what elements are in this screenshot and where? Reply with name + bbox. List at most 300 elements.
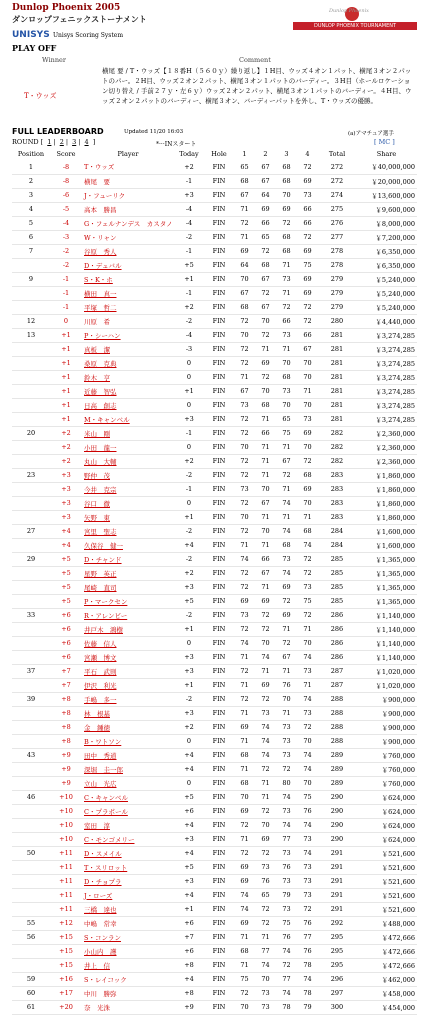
round-4-cell: 70 <box>297 734 318 748</box>
player-name-link[interactable]: B・ワトソン <box>82 734 174 748</box>
table-row <box>12 468 417 482</box>
position-cell <box>12 944 50 958</box>
round-1-cell: 71 <box>234 706 255 720</box>
score-cell: +4 <box>50 524 82 538</box>
round-1-cell: 69 <box>234 720 255 734</box>
round-2-cell: 71 <box>255 776 276 790</box>
player-name-link[interactable]: 深堀 圭一郎 <box>82 762 174 776</box>
round-1-cell: 69 <box>234 874 255 888</box>
round-1-cell: 72 <box>234 454 255 468</box>
player-name-link[interactable]: 丸山 大輔 <box>82 454 174 468</box>
playoff-winner-name: T・ウッズ <box>24 92 57 100</box>
round-3-cell: 71 <box>276 664 297 678</box>
player-name-link[interactable]: 今井 克宗 <box>82 482 174 496</box>
table-row <box>12 720 417 734</box>
share-cell: ￥760,000 <box>356 748 417 762</box>
round-3-cell: 72 <box>276 958 297 972</box>
today-cell: +3 <box>174 580 204 594</box>
round-3-cell: 80 <box>276 776 297 790</box>
position-cell <box>12 482 50 496</box>
page-header <box>0 0 427 60</box>
total-cell: 281 <box>318 384 356 398</box>
round-3-cell: 68 <box>276 538 297 552</box>
round-3-cell: 74 <box>276 496 297 510</box>
today-cell: -2 <box>174 314 204 328</box>
player-name-link[interactable]: 室田 淳 <box>82 818 174 832</box>
table-row <box>12 384 417 398</box>
player-name-link[interactable]: 宮瀬 博文 <box>82 650 174 664</box>
today-cell: -1 <box>174 426 204 440</box>
round-4-cell: 73 <box>297 832 318 846</box>
share-cell: ￥7,200,000 <box>356 230 417 244</box>
share-cell: ￥900,000 <box>356 692 417 706</box>
hole-cell: FIN <box>204 286 234 300</box>
today-cell: +3 <box>174 832 204 846</box>
table-row <box>12 804 417 818</box>
position-cell: 56 <box>12 930 50 944</box>
player-name-link[interactable]: 真板 潔 <box>82 342 174 356</box>
score-cell: -6 <box>50 188 82 202</box>
player-name-link[interactable]: P・マークセン <box>82 594 174 608</box>
share-cell: ￥3,274,285 <box>356 370 417 384</box>
hole-cell: FIN <box>204 580 234 594</box>
position-cell: 39 <box>12 692 50 706</box>
position-cell: 23 <box>12 468 50 482</box>
player-name-link[interactable]: 野仲 茂 <box>82 468 174 482</box>
player-name-link[interactable]: 田中 秀道 <box>82 748 174 762</box>
round-3-cell: 67 <box>276 650 297 664</box>
hole-cell: FIN <box>204 804 234 818</box>
round-2-cell: 71 <box>255 664 276 678</box>
player-name-link[interactable]: 宮里 聖志 <box>82 524 174 538</box>
today-cell: +1 <box>174 902 204 916</box>
position-cell: 20 <box>12 426 50 440</box>
round-4-cell: 73 <box>297 412 318 426</box>
player-name-link[interactable]: T・スリロット <box>82 860 174 874</box>
total-cell: 279 <box>318 272 356 286</box>
score-cell: +8 <box>50 720 82 734</box>
leaderboard-table <box>12 148 417 1015</box>
round-3-cell: 68 <box>276 174 297 188</box>
share-cell: ￥900,000 <box>356 720 417 734</box>
round-4-cell: 70 <box>297 440 318 454</box>
share-cell: ￥1,140,000 <box>356 650 417 664</box>
share-cell: ￥1,140,000 <box>356 622 417 636</box>
round-1-link[interactable]: 1 <box>47 138 52 146</box>
player-name-link[interactable]: 川原 希 <box>82 314 174 328</box>
hole-cell: FIN <box>204 776 234 790</box>
position-cell <box>12 580 50 594</box>
score-cell: +7 <box>50 664 82 678</box>
position-cell: 46 <box>12 790 50 804</box>
total-cell: 277 <box>318 230 356 244</box>
score-cell: +11 <box>50 846 82 860</box>
round-4-cell: 69 <box>297 286 318 300</box>
round-3-cell: 73 <box>276 846 297 860</box>
today-cell: +1 <box>174 510 204 524</box>
share-cell: ￥20,000,000 <box>356 174 417 188</box>
round-1-cell: 68 <box>234 300 255 314</box>
round-2-cell: 74 <box>255 650 276 664</box>
score-cell: +6 <box>50 636 82 650</box>
total-cell: 295 <box>318 930 356 944</box>
total-cell: 289 <box>318 762 356 776</box>
score-cell: +6 <box>50 622 82 636</box>
player-name-link[interactable]: C・キャンベル <box>82 790 174 804</box>
hole-cell: FIN <box>204 986 234 1000</box>
round-1-cell: 69 <box>234 916 255 930</box>
score-cell: +1 <box>50 412 82 426</box>
score-cell: +5 <box>50 552 82 566</box>
total-cell: 283 <box>318 496 356 510</box>
round-2-cell: 71 <box>255 538 276 552</box>
round-3-cell: 68 <box>276 230 297 244</box>
hole-cell: FIN <box>204 818 234 832</box>
player-name-link[interactable]: 横田 真一 <box>82 286 174 300</box>
share-cell: ￥6,350,000 <box>356 244 417 258</box>
player-name-link[interactable]: 手嶋 多一 <box>82 692 174 706</box>
round-2-cell: 70 <box>255 314 276 328</box>
round-4-cell: 69 <box>297 174 318 188</box>
player-name-link[interactable]: 米山 剛 <box>82 426 174 440</box>
round-1-cell: 72 <box>234 986 255 1000</box>
share-cell: ￥3,274,285 <box>356 398 417 412</box>
today-cell: +4 <box>174 888 204 902</box>
player-name-link[interactable]: 金 鍾徳 <box>82 720 174 734</box>
player-name-link[interactable]: 尾崎 直司 <box>82 580 174 594</box>
today-cell: 0 <box>174 440 204 454</box>
round-1-cell: 72 <box>234 496 255 510</box>
round-3-cell: 72 <box>276 300 297 314</box>
hole-cell: FIN <box>204 230 234 244</box>
table-row <box>12 412 417 426</box>
round-1-cell: 72 <box>234 412 255 426</box>
total-cell: 281 <box>318 412 356 426</box>
today-cell: -4 <box>174 216 204 230</box>
share-cell: ￥1,140,000 <box>356 608 417 622</box>
round-3-link[interactable]: 3 <box>72 138 77 146</box>
share-cell: ￥1,140,000 <box>356 636 417 650</box>
score-cell: +15 <box>50 930 82 944</box>
share-cell: ￥1,860,000 <box>356 482 417 496</box>
player-name-link[interactable]: 平石 武則 <box>82 664 174 678</box>
player-name-link[interactable]: D・デュバル <box>82 258 174 272</box>
hole-cell: FIN <box>204 1000 234 1014</box>
hole-cell: FIN <box>204 958 234 972</box>
position-cell <box>12 496 50 510</box>
table-row <box>12 552 417 566</box>
player-name-link[interactable]: P・シーハン <box>82 328 174 342</box>
position-cell: 61 <box>12 1000 50 1014</box>
hole-cell: FIN <box>204 636 234 650</box>
player-name-link[interactable]: 中川 勝弥 <box>82 986 174 1000</box>
round-2-cell: 68 <box>255 258 276 272</box>
player-name-link[interactable]: 伊沢 利光 <box>82 678 174 692</box>
hole-cell: FIN <box>204 734 234 748</box>
round-4-cell: 72 <box>297 902 318 916</box>
round-3-cell: 68 <box>276 244 297 258</box>
share-cell: ￥3,274,285 <box>356 356 417 370</box>
share-cell: ￥1,860,000 <box>356 496 417 510</box>
table-row <box>12 790 417 804</box>
player-name-link[interactable]: 平塚 哲二 <box>82 300 174 314</box>
player-name-link[interactable]: W・リャン <box>82 230 174 244</box>
round-2-cell: 71 <box>255 440 276 454</box>
table-row <box>12 874 417 888</box>
today-cell: +1 <box>174 678 204 692</box>
hole-cell: FIN <box>204 244 234 258</box>
score-cell: -8 <box>50 174 82 188</box>
player-name-link[interactable]: 谷口 徹 <box>82 496 174 510</box>
total-cell: 282 <box>318 440 356 454</box>
round-4-cell: 72 <box>297 300 318 314</box>
share-cell: ￥1,365,000 <box>356 580 417 594</box>
round-1-cell: 71 <box>234 832 255 846</box>
round-2-cell: 70 <box>255 636 276 650</box>
round-2-cell: 69 <box>255 832 276 846</box>
round-1-cell: 71 <box>234 762 255 776</box>
player-name-link[interactable]: 日高 創志 <box>82 398 174 412</box>
player-name-link[interactable]: G・フェルナンデス カスタノ <box>82 216 174 230</box>
player-name-link[interactable]: 星野 英正 <box>82 566 174 580</box>
hole-cell: FIN <box>204 608 234 622</box>
hole-cell: FIN <box>204 706 234 720</box>
position-cell <box>12 734 50 748</box>
round-1-cell: 72 <box>234 342 255 356</box>
player-name-link[interactable]: D・チョプラ <box>82 874 174 888</box>
table-row <box>12 496 417 510</box>
score-cell: 0 <box>50 314 82 328</box>
round-4-cell: 75 <box>297 790 318 804</box>
player-name-link[interactable]: C・モンゴメリー <box>82 832 174 846</box>
round-3-cell: 75 <box>276 426 297 440</box>
round-1-cell: 67 <box>234 286 255 300</box>
round-2-cell: 66 <box>255 426 276 440</box>
table-row <box>12 398 417 412</box>
round-2-cell: 77 <box>255 944 276 958</box>
table-row <box>12 328 417 342</box>
round-2-cell: 74 <box>255 734 276 748</box>
round-2-cell: 73 <box>255 986 276 1000</box>
player-name-link[interactable]: 横尾 要 <box>82 174 174 188</box>
share-cell: ￥5,240,000 <box>356 300 417 314</box>
table-row <box>12 888 417 902</box>
table-row <box>12 524 417 538</box>
score-cell: +17 <box>50 986 82 1000</box>
updated-timestamp: Updated 11/20 16:03 <box>124 129 184 135</box>
round-4-cell: 72 <box>297 608 318 622</box>
missed-cut-link[interactable]: [ MC ] <box>374 138 395 146</box>
total-cell: 290 <box>318 790 356 804</box>
round-2-cell: 70 <box>255 972 276 986</box>
round-2-cell: 72 <box>255 286 276 300</box>
today-cell: +9 <box>174 1000 204 1014</box>
position-cell: 3 <box>12 188 50 202</box>
score-cell: +8 <box>50 734 82 748</box>
round-2-cell: 71 <box>255 510 276 524</box>
score-cell: +20 <box>50 1000 82 1014</box>
score-cell: -1 <box>50 300 82 314</box>
share-cell: ￥1,020,000 <box>356 678 417 692</box>
round-1-cell: 65 <box>234 160 255 174</box>
player-name-link[interactable]: M・キャンベル <box>82 412 174 426</box>
player-name-link[interactable]: S・K・ホ <box>82 272 174 286</box>
col-share: Share <box>376 150 397 158</box>
share-cell: ￥3,274,285 <box>356 342 417 356</box>
round-1-cell: 72 <box>234 664 255 678</box>
position-cell <box>12 874 50 888</box>
round-4-cell: 69 <box>297 426 318 440</box>
round-1-cell: 72 <box>234 314 255 328</box>
round-3-cell: 73 <box>276 328 297 342</box>
score-cell: -5 <box>50 202 82 216</box>
table-row <box>12 300 417 314</box>
total-cell: 279 <box>318 300 356 314</box>
table-row <box>12 664 417 678</box>
score-cell: +10 <box>50 818 82 832</box>
today-cell: 0 <box>174 370 204 384</box>
hole-cell: FIN <box>204 258 234 272</box>
round-3-cell: 76 <box>276 678 297 692</box>
round-1-cell: 71 <box>234 230 255 244</box>
round-4-cell: 69 <box>297 482 318 496</box>
today-cell: +1 <box>174 622 204 636</box>
round-2-cell: 72 <box>255 622 276 636</box>
logo-banner-text: DUNLOP PHOENIX TOURNAMENT <box>293 22 417 30</box>
player-name-link[interactable]: 桑原 克典 <box>82 356 174 370</box>
score-cell: -8 <box>50 160 82 174</box>
total-cell: 272 <box>318 160 356 174</box>
player-name-link[interactable]: 久保谷 健一 <box>82 538 174 552</box>
player-name-link[interactable]: J・フューリク <box>82 188 174 202</box>
player-name-link[interactable]: 井上 信 <box>82 958 174 972</box>
share-cell: ￥2,360,000 <box>356 426 417 440</box>
total-cell: 272 <box>318 174 356 188</box>
player-name-link[interactable]: R・アレンビー <box>82 608 174 622</box>
player-name-link[interactable]: 小田 龍一 <box>82 440 174 454</box>
player-name-link[interactable]: 谷原 秀人 <box>82 244 174 258</box>
total-cell: 285 <box>318 580 356 594</box>
today-cell: +4 <box>174 846 204 860</box>
player-name-link[interactable]: C・プラボール <box>82 804 174 818</box>
player-name-link[interactable]: D・スメイル <box>82 846 174 860</box>
hole-cell: FIN <box>204 300 234 314</box>
share-cell: ￥624,000 <box>356 818 417 832</box>
share-cell: ￥1,860,000 <box>356 510 417 524</box>
player-name-link[interactable]: 佐藤 信人 <box>82 636 174 650</box>
player-name-link[interactable]: S・コンラン <box>82 930 174 944</box>
table-row <box>12 916 417 930</box>
player-name-link[interactable]: S・レイコック <box>82 972 174 986</box>
share-cell: ￥5,240,000 <box>356 272 417 286</box>
player-name-link[interactable]: D・チャンド <box>82 552 174 566</box>
today-cell: 0 <box>174 496 204 510</box>
round-2-cell: 69 <box>255 356 276 370</box>
hole-cell: FIN <box>204 552 234 566</box>
player-name-link[interactable]: 中嶋 常幸 <box>82 916 174 930</box>
round-4-cell: 70 <box>297 496 318 510</box>
table-row <box>12 734 417 748</box>
score-cell: +3 <box>50 496 82 510</box>
table-row <box>12 930 417 944</box>
table-row <box>12 272 417 286</box>
round-2-cell: 72 <box>255 804 276 818</box>
total-cell: 279 <box>318 286 356 300</box>
round-2-cell: 71 <box>255 790 276 804</box>
today-cell: +2 <box>174 300 204 314</box>
hole-cell: FIN <box>204 874 234 888</box>
score-cell: +15 <box>50 958 82 972</box>
round-4-cell: 78 <box>297 986 318 1000</box>
total-cell: 286 <box>318 650 356 664</box>
round-1-cell: 70 <box>234 790 255 804</box>
hole-cell: FIN <box>204 566 234 580</box>
score-cell: +6 <box>50 608 82 622</box>
score-cell: +2 <box>50 426 82 440</box>
total-cell: 288 <box>318 720 356 734</box>
player-name-link[interactable]: 矢野 東 <box>82 510 174 524</box>
player-name-link[interactable]: 三橋 達也 <box>82 902 174 916</box>
round-1-cell: 70 <box>234 328 255 342</box>
today-cell: +8 <box>174 958 204 972</box>
share-cell: ￥472,666 <box>356 944 417 958</box>
hole-cell: FIN <box>204 846 234 860</box>
score-cell: +10 <box>50 804 82 818</box>
table-row <box>12 314 417 328</box>
round-1-cell: 67 <box>234 384 255 398</box>
position-cell: 12 <box>12 314 50 328</box>
round-2-cell: 70 <box>255 524 276 538</box>
position-cell <box>12 832 50 846</box>
score-cell: +11 <box>50 860 82 874</box>
player-name-link[interactable]: 井戸木 鴻樹 <box>82 622 174 636</box>
player-name-link[interactable]: 近藤 智弘 <box>82 384 174 398</box>
round-4-link[interactable]: 4 <box>84 138 89 146</box>
player-name-link[interactable]: 高本 勝昌 <box>82 202 174 216</box>
table-row <box>12 958 417 972</box>
player-name-link[interactable]: 立山 光広 <box>82 776 174 790</box>
hole-cell: FIN <box>204 524 234 538</box>
score-cell: +9 <box>50 748 82 762</box>
table-row <box>12 244 417 258</box>
round-3-cell: 71 <box>276 622 297 636</box>
round-4-cell: 73 <box>297 860 318 874</box>
share-cell: ￥760,000 <box>356 776 417 790</box>
player-name-link[interactable]: T・ウッズ <box>82 160 174 174</box>
today-cell: +2 <box>174 566 204 580</box>
player-name-link[interactable]: 奈 光洙 <box>82 1000 174 1014</box>
player-name-link[interactable]: J・ローズ <box>82 888 174 902</box>
score-cell: -3 <box>50 230 82 244</box>
round-1-cell: 74 <box>234 636 255 650</box>
total-cell: 300 <box>318 1000 356 1014</box>
player-name-link[interactable]: 林 根基 <box>82 706 174 720</box>
total-cell: 281 <box>318 328 356 342</box>
round-4-cell: 76 <box>297 804 318 818</box>
round-3-cell: 71 <box>276 510 297 524</box>
hole-cell: FIN <box>204 510 234 524</box>
round-2-link[interactable]: 2 <box>59 138 64 146</box>
round-4-cell: 72 <box>297 566 318 580</box>
table-row <box>12 566 417 580</box>
player-name-link[interactable]: 小山内 護 <box>82 944 174 958</box>
player-name-link[interactable]: 鈴木 亨 <box>82 370 174 384</box>
hole-cell: FIN <box>204 650 234 664</box>
share-cell: ￥4,440,000 <box>356 314 417 328</box>
total-cell: 283 <box>318 482 356 496</box>
position-cell: 37 <box>12 664 50 678</box>
score-cell: +15 <box>50 944 82 958</box>
